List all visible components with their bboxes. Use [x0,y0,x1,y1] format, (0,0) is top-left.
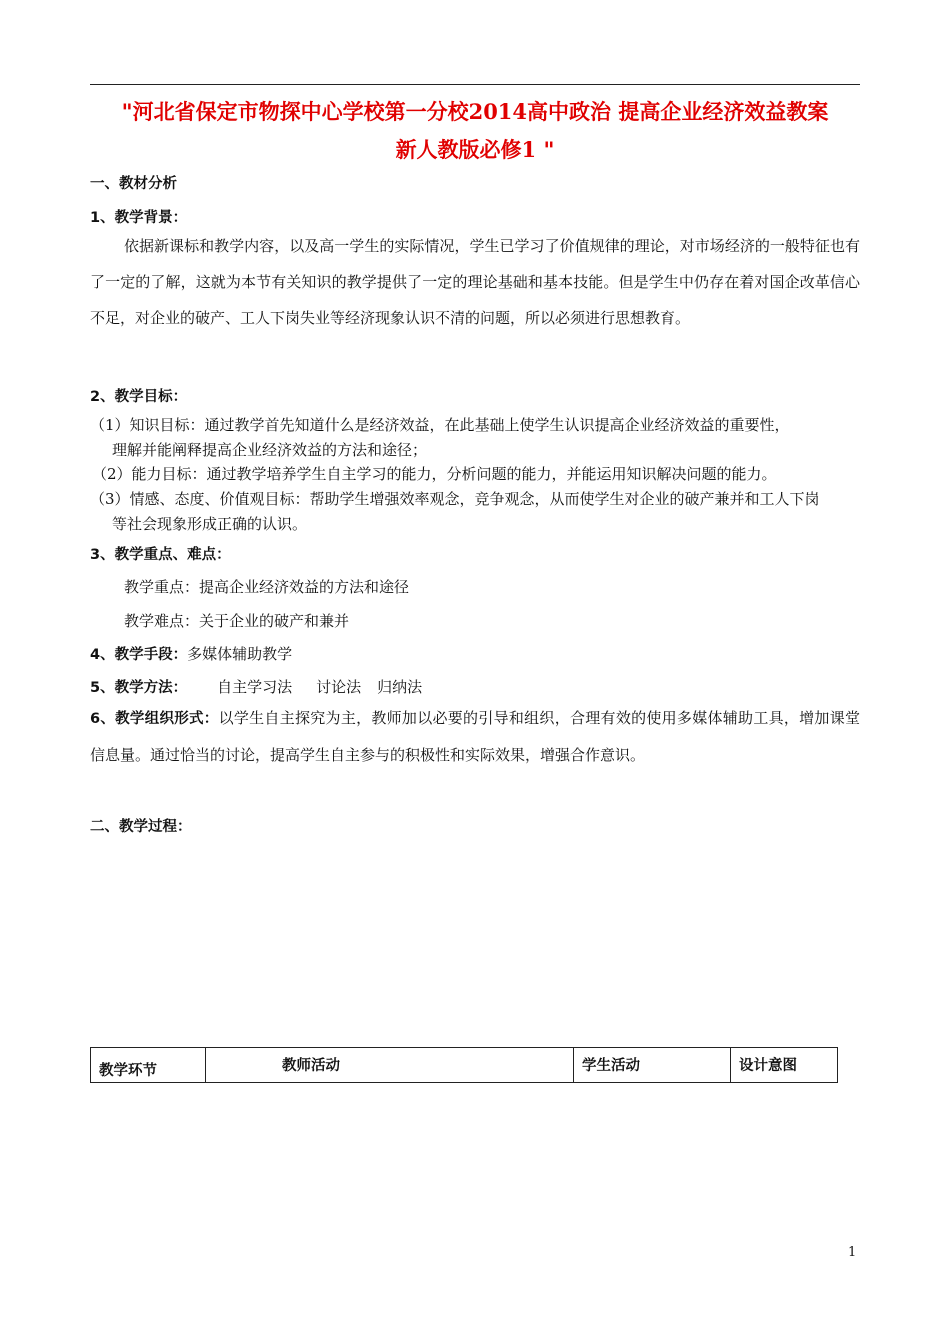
difficult-point: 教学难点：关于企业的破产和兼并 [124,612,350,630]
table-header-cell: 学生活动 [574,1048,731,1083]
means-text: 多媒体辅助教学 [187,645,293,663]
table-header-cell: 教学环节 [91,1048,206,1083]
top-rule [90,84,860,85]
section2-heading: 二、教学过程： [90,819,192,835]
goal-emotion-line1: （3）情感、态度、价值观目标：帮助学生增强效率观念，竞争观念，从而使学生对企业的破产兼并和工人下岗 [90,490,820,508]
key-difficult-heading: 3、教学重点、难点： [90,547,231,563]
document-title-line2: 新人教版必修1 " [395,137,555,162]
organization-text: 以学生自主探究为主，教师加以必要的引导和组织，合理有效的使用多媒体辅助工具，增加课堂信息量。通过恰当的讨论，提高学生自主参与的积极性和实际效果，增强合作意识。 [90,709,860,764]
goal-knowledge-line1: （1）知识目标：通过教学首先知道什么是经济效益，在此基础上使学生认识提高企业经济效益的重要性， [90,416,790,434]
lesson-table [90,1047,838,1083]
document-title-line1: "河北省保定市物探中心学校第一分校2014高中政治 提高企业经济效益教案 [121,99,829,124]
table-header-cell: 设计意图 [731,1048,838,1083]
method-induction: 归纳法 [377,678,423,696]
key-point: 教学重点：提高企业经济效益的方法和途径 [124,578,410,596]
background-paragraph: 依据新课标和教学内容，以及高一学生的实际情况，学生已学习了价值规律的理论，对市场经济的一般特征也有了一定的了解，这就为本节有关知识的教学提供了一定的理论基础和基本技能。但是学生中仍存在着对国企改革信心不足，对企业的破产、工人下岗失业等经济现象认识不清的问题，所以必须进行思想教育。 [90,237,860,327]
means-heading: 4、教学手段： [90,647,188,663]
background-heading: 1、教学背景： [90,210,188,226]
table-header-row [91,1048,838,1083]
method-discussion: 讨论法 [316,678,362,696]
methods-heading: 5、教学方法： [90,680,188,696]
goals-heading: 2、教学目标： [90,389,188,405]
section1-heading: 一、教材分析 [90,176,177,192]
goal-emotion-line2: 等社会现象形成正确的认识。 [112,515,308,533]
methods-row [90,680,422,696]
goal-knowledge-line2: 理解并能阐释提高企业经济效益的方法和途径； [112,441,428,459]
organization-heading: 6、教学组织形式： [90,711,219,727]
organization-paragraph [90,700,860,773]
method-self-study: 自主学习法 [217,678,293,696]
goal-ability: （2）能力目标：通过教学培养学生自主学习的能力，分析问题的能力，并能运用知识解决问题的能力。 [92,465,777,483]
means-row [90,647,292,663]
table-header-cell: 教师活动 [206,1048,574,1083]
page-number: 1 [848,1245,857,1260]
